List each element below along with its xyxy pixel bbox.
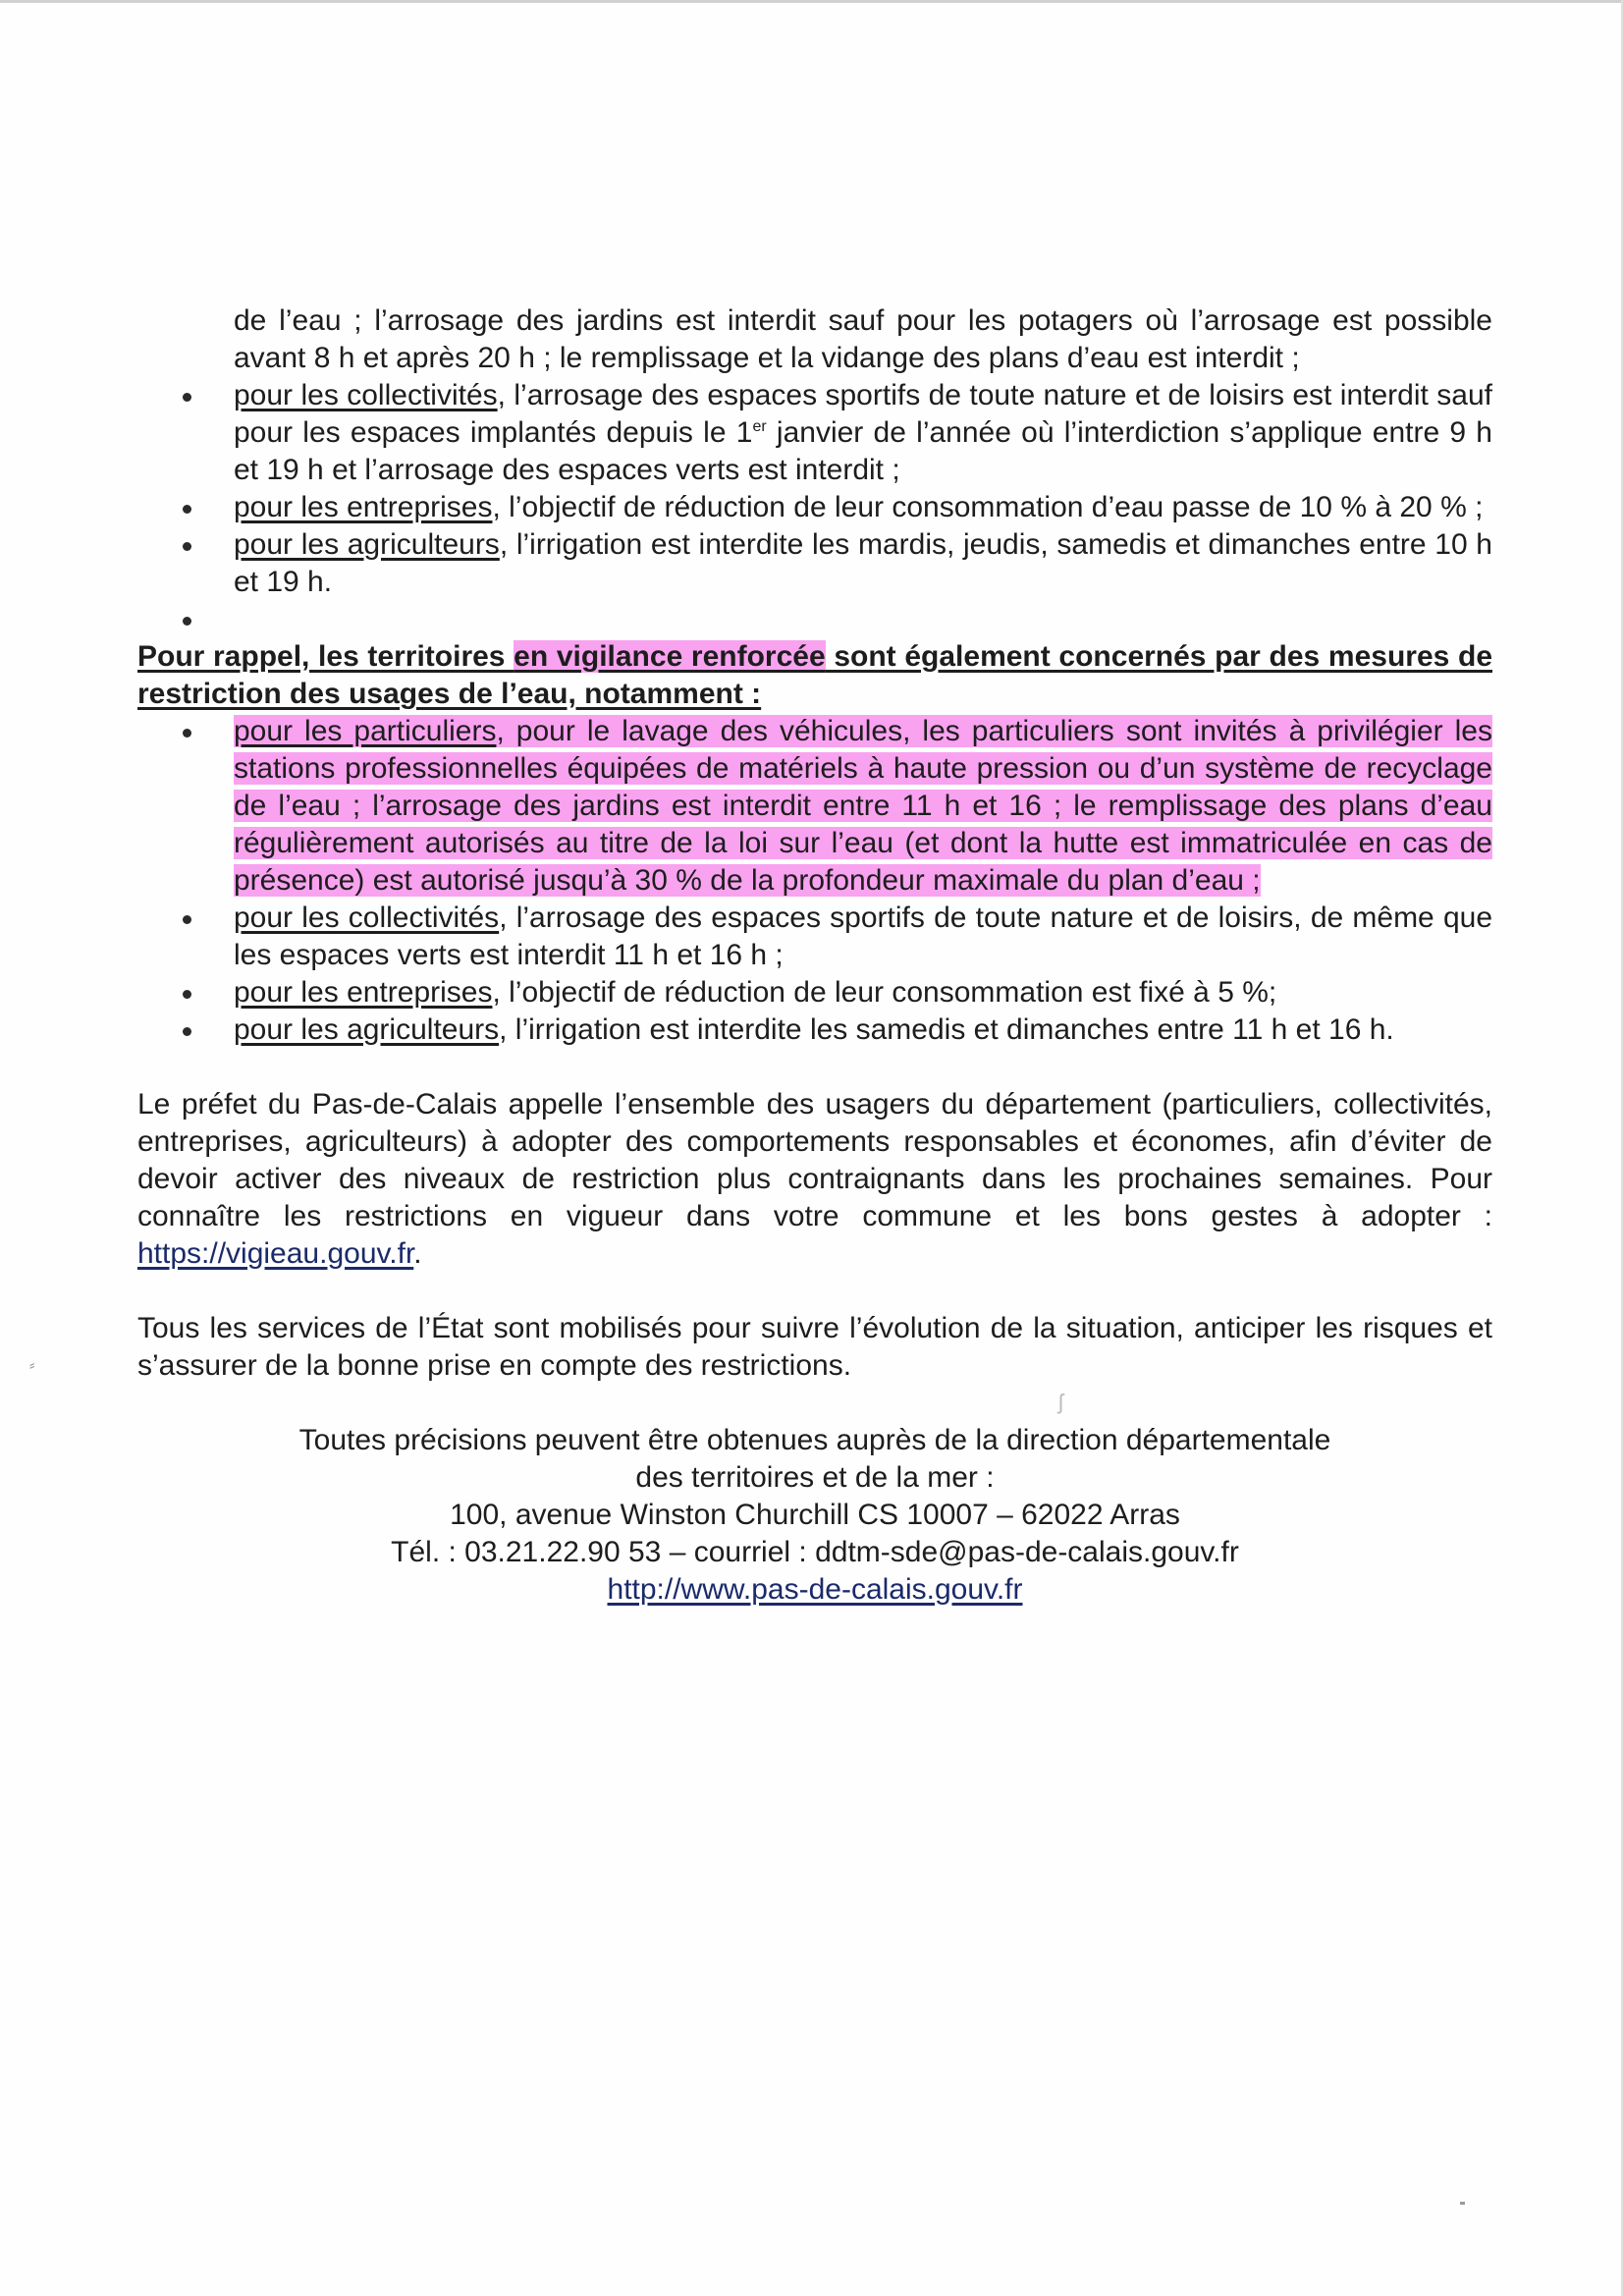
bullet-icon [183, 990, 191, 999]
item-label: pour les collectivités [234, 379, 498, 411]
reminder-part2: sont également concernés par des mesures de restriction des usages de l’eau, notamment : [137, 640, 1493, 710]
item-text: , l’arrosage des espaces sportifs de toute nature et de loisirs, de même que les espaces verts est interdit 11 h et 16 h ; [234, 902, 1493, 971]
item-text: , l’arrosage des espaces sportifs de toute nature et de loisirs est interdit sauf pour les espaces implantés depuis le 1 [234, 379, 1492, 449]
bullet-icon [183, 915, 191, 924]
item-superscript: er [752, 418, 767, 435]
item-text-end: janvier de l’année où l’interdiction s’applique entre 9 h et 19 h et l’arrosage des espaces verts est interdit ; [234, 416, 1492, 486]
scan-speck [1460, 2202, 1465, 2205]
item-label: pour les entreprises [234, 491, 493, 523]
item-text: , pour le lavage des véhicules, les particuliers sont invités à privilégier les stations professionnelles équipées de matériels à haute pression ou d’un système de recyclage de l’eau ; l’arrosage des jardins est interdit entre 11 h et 16 ; le remplissage des plans d’eau régulièrement autorisés au titre de la loi sur l’eau (et dont la hutte est immatriculée en cas de présence) est autorisé jusqu’à 30 % de la profondeur maximale du plan d’eau ; [234, 715, 1492, 897]
bullet-icon [183, 393, 191, 402]
item-label: pour les entreprises [234, 976, 493, 1009]
prefet-end: . [413, 1237, 422, 1270]
bullet-icon [183, 729, 191, 738]
contact-phone-email: Tél. : 03.21.22.90 53 – courriel : ddtm-sde@pas-de-calais.gouv.fr [391, 1536, 1239, 1568]
list-item [137, 377, 1492, 489]
item-label: pour les particuliers [234, 715, 497, 747]
document-body [137, 302, 1492, 1609]
item-label: pour les agriculteurs [234, 1013, 500, 1046]
item-label: pour les collectivités [234, 902, 500, 934]
empty-list-item [137, 601, 1492, 638]
bullet-icon [183, 617, 191, 626]
item-text: , l’objectif de réduction de leur consommation est fixé à 5 %; [492, 976, 1277, 1009]
reminder-heading [137, 638, 1492, 713]
bullet-icon [183, 505, 191, 514]
list-item [137, 900, 1492, 974]
reminder-highlight: en vigilance renforcée [514, 640, 826, 673]
item-label: pour les agriculteurs [234, 528, 500, 561]
bullet-icon [183, 542, 191, 551]
scan-top-edge [0, 0, 1623, 3]
item-text: , l’objectif de réduction de leur consommation d’eau passe de 10 % à 20 % ; [492, 491, 1484, 523]
list-item [137, 713, 1492, 900]
prefet-paragraph [137, 1086, 1492, 1273]
list-item [137, 1011, 1492, 1049]
prefet-text: Le préfet du Pas-de-Calais appelle l’ensemble des usagers du département (particuliers, collectivités, entreprises, agriculteurs) à adopter des comportements responsables et économes, afin d’éviter de devoir activer des niveaux de restriction plus contraignants dans les prochaines semaines. Pour connaître les restrictions en vigueur dans votre commune et les bons gestes à adopter : [137, 1088, 1492, 1232]
website-link[interactable]: http://www.pas-de-calais.gouv.fr [607, 1573, 1023, 1606]
vigieau-link[interactable]: https://vigieau.gouv.fr [137, 1237, 414, 1270]
bullet-icon [183, 1027, 191, 1036]
item-text: , l’irrigation est interdite les mardis, jeudis, samedis et dimanches entre 10 h et 19 h. [234, 528, 1492, 598]
margin-pen-mark: ⸗ [29, 1357, 35, 1374]
services-paragraph: Tous les services de l’État sont mobilisés pour suivre l’évolution de la situation, anticiper les risques et s’assurer de la bonne prise en compte des restrictions. [137, 1312, 1492, 1382]
contact-address: 100, avenue Winston Churchill CS 10007 – 62022 Arras [450, 1499, 1180, 1531]
crisis-measures-list [137, 377, 1492, 638]
scan-pen-mark: ʃ [1058, 1390, 1063, 1414]
contact-block [137, 1422, 1492, 1609]
reminder-part1: Pour rappel, les territoires [137, 640, 514, 673]
item-text: , l’irrigation est interdite les samedis et dimanches entre 11 h et 16 h. [499, 1013, 1394, 1046]
vigilance-measures-list [137, 713, 1492, 1049]
list-item [137, 489, 1492, 526]
contact-line2: des territoires et de la mer : [635, 1461, 995, 1494]
list-item [137, 526, 1492, 601]
continuation-text: de l’eau ; l’arrosage des jardins est interdit sauf pour les potagers où l’arrosage est possible avant 8 h et après 20 h ; le remplissage et la vidange des plans d’eau est interdit ; [234, 304, 1492, 374]
list-item [137, 974, 1492, 1011]
contact-line1: Toutes précisions peuvent être obtenues auprès de la direction départementale [298, 1424, 1331, 1456]
